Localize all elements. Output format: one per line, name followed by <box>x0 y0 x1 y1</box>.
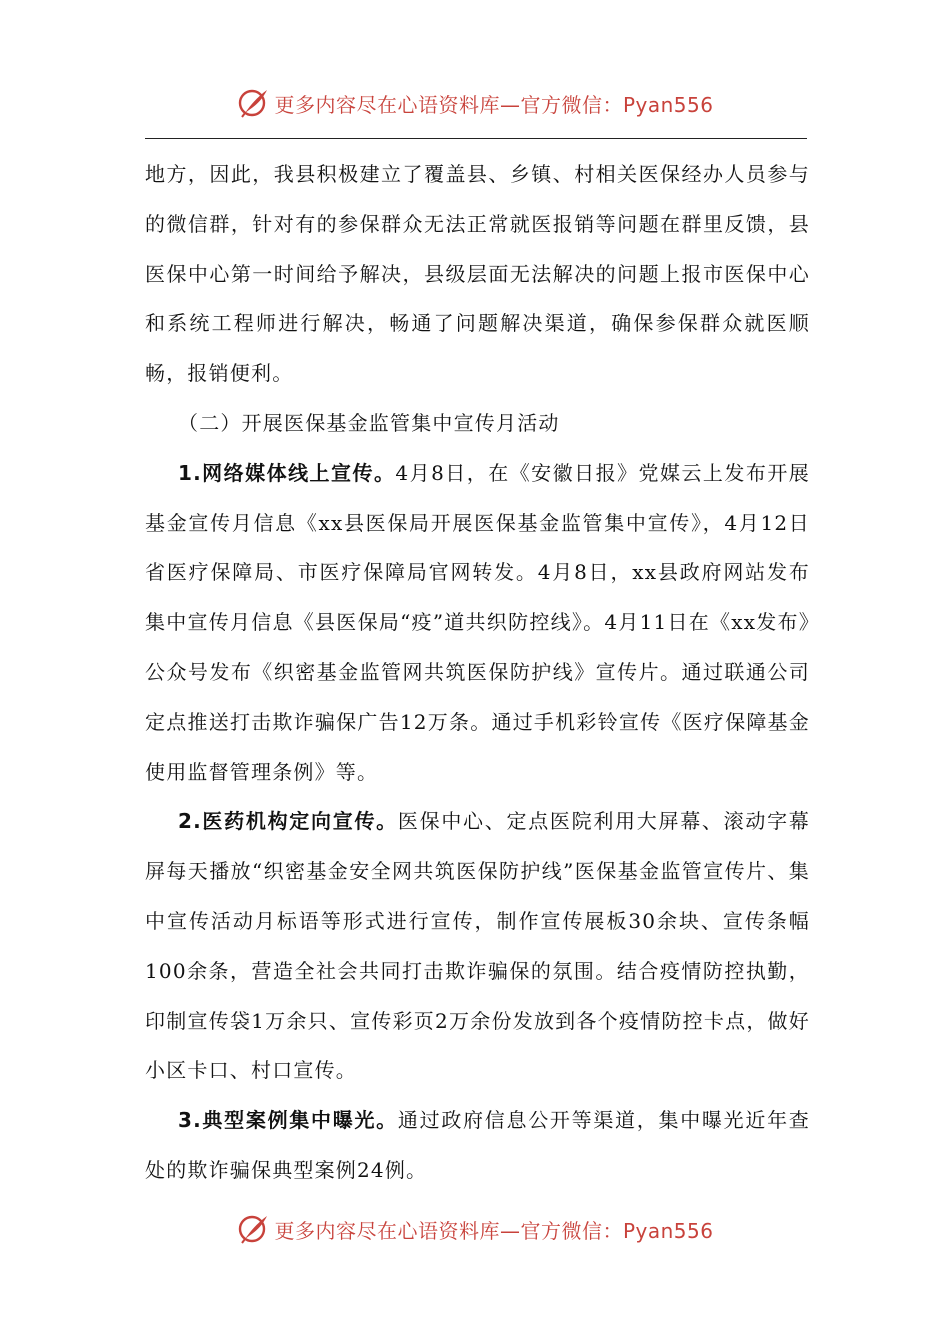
section-heading: （二）开展医保基金监管集中宣传月活动 <box>178 410 560 435</box>
item-2-text: 医保中心、定点医院利用大屏幕、滚动字幕屏每天播放“织密基金安全网共筑医保防护线”医保基金监管宣传片、集中宣传活动月标语等形式进行宣传，制作宣传展板30余块、宣传条幅100余条，营造全社会共同打击欺诈骗保的氛围。结合疫情防控执勤，印制宣传袋1万余只、宣传彩页2万余份发放到各个疫情防控卡点，做好小区卡口、村口宣传。 <box>145 809 810 1083</box>
footer-sub-text: —官方微信：Pyan556 <box>499 1218 714 1243</box>
item-3-title: 3.典型案例集中曝光。 <box>178 1108 398 1133</box>
item-1-title: 1.网络媒体线上宣传。 <box>178 460 396 485</box>
footer-banner <box>0 1212 950 1246</box>
footer-main-text: 更多内容尽在心语资料库 <box>274 1218 500 1243</box>
item-3-text: 通过政府信息公开等渠道，集中曝光近年查处的欺诈骗保典型案例24例。 <box>145 1108 810 1182</box>
paragraph-item-3 <box>145 1096 810 1196</box>
banner-sub-text: —官方微信：Pyan556 <box>499 92 714 117</box>
paragraph-continued: 地方，因此，我县积极建立了覆盖县、乡镇、村相关医保经办人员参与的微信群，针对有的参保群众无法正常就医报销等问题在群里反馈，县医保中心第一时间给予解决，县级层面无法解决的问题上报市医保中心和系统工程师进行解决，畅通了问题解决渠道，确保参保群众就医顺畅，报销便利。 <box>145 162 810 386</box>
item-2-title: 2.医药机构定向宣传。 <box>178 809 398 834</box>
paragraph-item-2 <box>145 797 810 1096</box>
item-1-text: 4月8日，在《安徽日报》党媒云上发布开展基金宣传月信息《xx县医保局开展医保基金监管集中宣传》，4月12日省医疗保障局、市医疗保障局官网转发。4月8日，xx县政府网站发布集中宣传月信息《县医保局“疫”道共织防控线》。4月11日在《xx发布》公众号发布《织密基金监管网共筑医保防护线》宣传片。通过联通公司定点推送打击欺诈骗保广告12万条。通过手机彩铃宣传《医疗保障基金使用监督管理条例》等。 <box>145 460 810 784</box>
quill-logo-icon <box>236 1212 270 1246</box>
header-rule <box>145 138 807 139</box>
banner-main-text: 更多内容尽在心语资料库 <box>274 92 500 117</box>
quill-logo-icon <box>236 86 270 120</box>
document-body <box>145 150 810 1196</box>
paragraph-item-1 <box>145 449 810 798</box>
header-banner <box>0 86 950 120</box>
